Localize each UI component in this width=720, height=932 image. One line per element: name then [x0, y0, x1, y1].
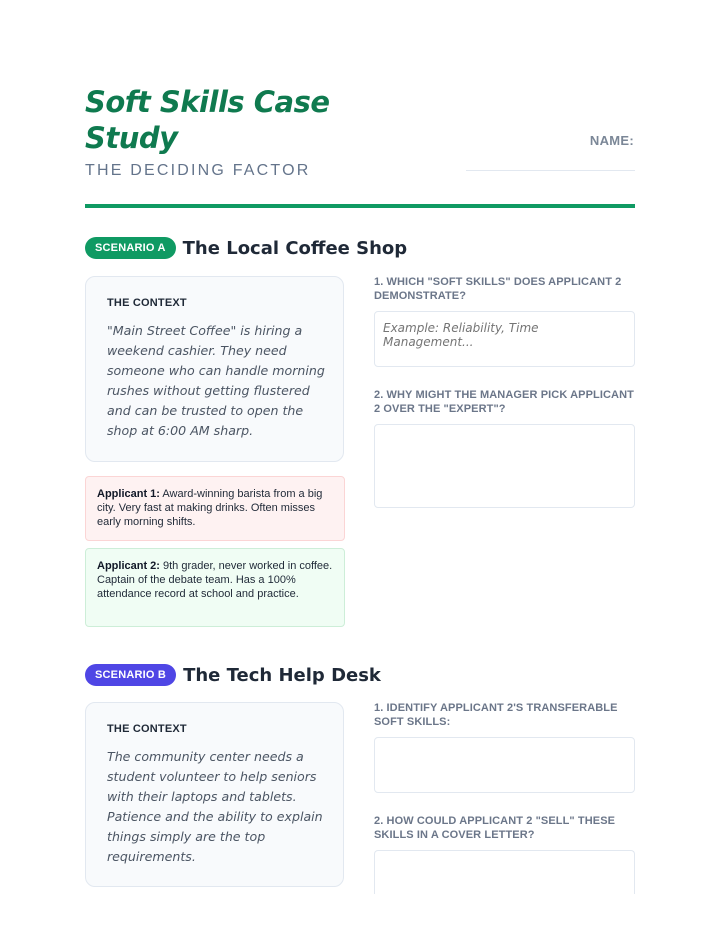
- scenario-b-title: The Tech Help Desk: [183, 664, 381, 686]
- name-field-line[interactable]: [466, 170, 635, 171]
- context-label: THE CONTEXT: [107, 297, 187, 309]
- scenario-a-badge: SCENARIO A: [85, 237, 176, 259]
- scenario-b-question-2: 2. HOW COULD APPLICANT 2 "SELL" THESE SKILLS IN A COVER LETTER?: [374, 815, 616, 841]
- scenario-a-context-card: [85, 276, 344, 462]
- context-text: "Main Street Coffee" is hiring a weekend cashier. They need someone who can handle morning rushes without getting flustered and can be trusted to open the shop at 6:00 AM sharp.: [107, 323, 325, 438]
- applicant-2-desc: 9th grader, never worked in coffee. Captain of the debate team. Has a 100% attendance record at school and practice.: [97, 560, 333, 600]
- scenario-a-answer-2[interactable]: [374, 424, 635, 508]
- scenario-b-badge: SCENARIO B: [85, 664, 176, 686]
- scenario-a-question-2: 2. WHY MIGHT THE MANAGER PICK APPLICANT 2 OVER THE "EXPERT"?: [374, 389, 634, 415]
- applicant-2-card: [85, 548, 345, 627]
- name-label: NAME:: [589, 133, 634, 148]
- scenario-a-title: The Local Coffee Shop: [182, 237, 408, 259]
- context-label: THE CONTEXT: [107, 723, 187, 735]
- scenario-a-header: [85, 237, 407, 259]
- applicant-1-name: Applicant 1:: [97, 488, 160, 500]
- applicant-2-name: Applicant 2:: [97, 560, 160, 572]
- scenario-a-answer-1[interactable]: [374, 311, 635, 367]
- applicant-1-desc: Award-winning barista from a big city. Very fast at making drinks. Often misses early morning shifts.: [97, 488, 323, 528]
- scenario-b-question-1: 1. IDENTIFY APPLICANT 2'S TRANSFERABLE SOFT SKILLS:: [374, 702, 618, 728]
- scenario-b-answer-2[interactable]: [374, 850, 635, 894]
- header-divider: [85, 204, 635, 208]
- page-title: Soft Skills Case Study: [85, 85, 330, 155]
- context-text: The community center needs a student volunteer to help seniors with their laptops and tablets. Patience and the ability to explain things simply are the top requirements.: [107, 749, 323, 864]
- scenario-b-answer-1[interactable]: [374, 737, 635, 793]
- scenario-b-context-card: [85, 702, 344, 887]
- scenario-b-header: [85, 664, 381, 686]
- page-subtitle: THE DECIDING FACTOR: [85, 162, 311, 179]
- applicant-1-card: [85, 476, 345, 541]
- scenario-a-question-1: 1. WHICH "SOFT SKILLS" DOES APPLICANT 2 DEMONSTRATE?: [374, 276, 622, 302]
